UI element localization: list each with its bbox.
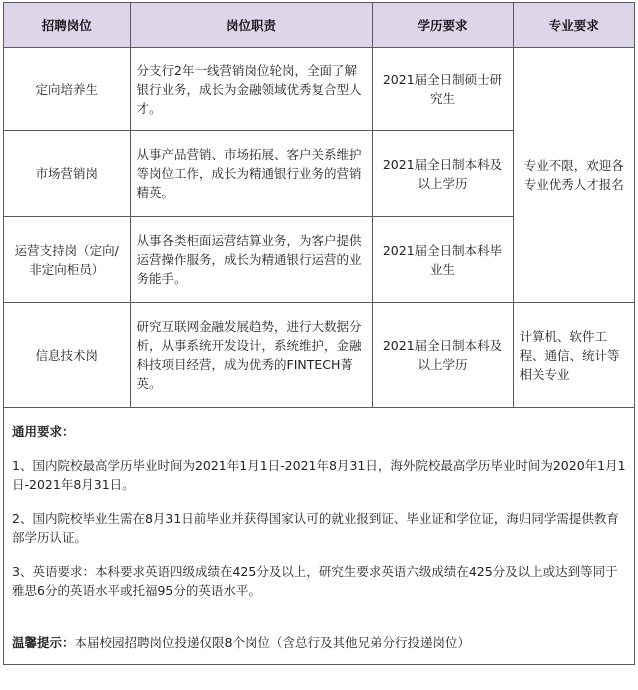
education-cell: 2021届全日制本科及以上学历 [372,303,513,408]
header-duty: 岗位职责 [130,3,372,48]
header-major: 专业要求 [513,3,634,48]
table-row [4,48,634,131]
position-cell: 市场营销岗 [4,131,130,217]
warm-tip [12,633,626,652]
requirement-item: 1、国内院校最高学历毕业时间为2021年1月1日-2021年8月31日，海外院校最高学历毕业时间为2020年1月1日-2021年8月31日。 [12,458,626,492]
recruitment-document [3,2,635,665]
duty-cell: 从事产品营销、市场拓展、客户关系维护等岗位工作，成长为精通银行业务的营销精英。 [130,131,372,217]
position-cell: 定向培养生 [4,48,130,131]
header-position: 招聘岗位 [4,3,130,48]
duty-cell: 研究互联网金融发展趋势，进行大数据分析，从事系统开发设计，系统维护，金融科技项目经营，成为优秀的FINTECH菁英。 [130,303,372,408]
tip-text: 本届校园招聘岗位投递仅限8个岗位（含总行及其他兄弟分行投递岗位） [74,635,470,650]
requirements-title: 通用要求： [12,424,75,439]
education-cell: 2021届全日制本科毕业生 [372,217,513,303]
requirement-item: 2、国内院校毕业生需在8月31日前毕业并获得国家认可的就业报到证、毕业证和学位证，海归同学需提供教育部学历认证。 [12,511,619,545]
major-cell-it: 计算机、软件工程、通信、统计等相关专业 [513,303,634,408]
education-cell: 2021届全日制本科及以上学历 [372,131,513,217]
duty-cell: 分支行2年一线营销岗位轮岗，全面了解银行业务，成长为金融领域优秀复合型人才。 [130,48,372,131]
table-row [4,303,634,408]
position-cell: 运营支持岗（定向/非定向柜员） [4,217,130,303]
position-cell: 信息技术岗 [4,303,130,408]
education-cell: 2021届全日制硕士研究生 [372,48,513,131]
table-header-row [4,3,634,48]
general-requirements [4,408,634,664]
duty-cell: 从事各类柜面运营结算业务，为客户提供运营操作服务，成长为精通银行运营的业务能手。 [130,217,372,303]
tip-label: 温馨提示： [12,635,75,650]
header-education: 学历要求 [372,3,513,48]
positions-table [4,3,634,408]
requirement-item: 3、英语要求：本科要求英语四级成绩在425分及以上，研究生要求英语六级成绩在425分及以上或达到等同于雅思6分的英语水平或托福95分的英语水平。 [12,564,618,598]
major-cell-general: 专业不限，欢迎各专业优秀人才报名 [513,48,634,303]
